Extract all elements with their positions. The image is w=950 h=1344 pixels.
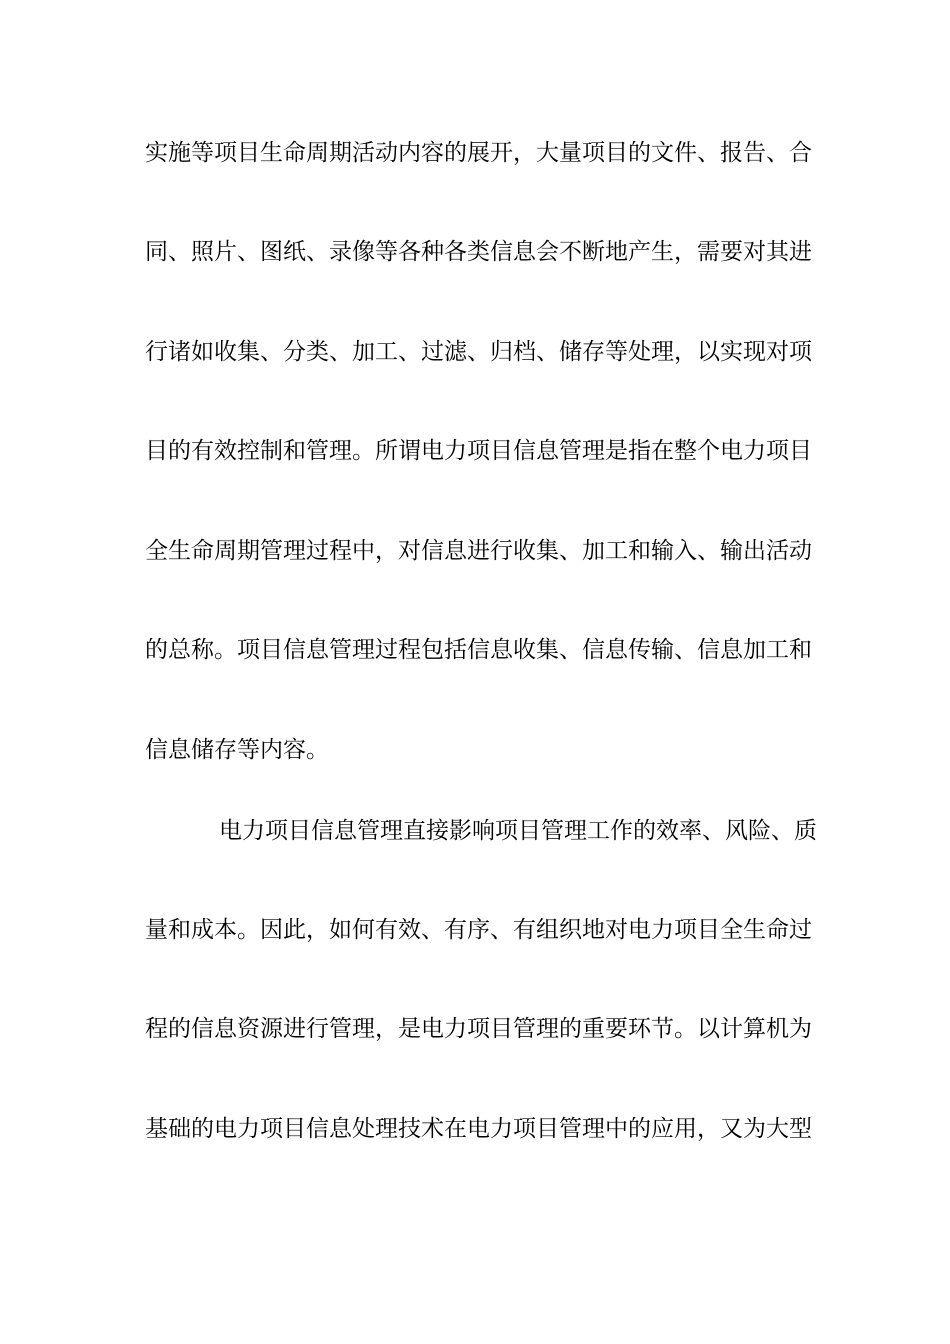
text-line: 基础的电力项目信息处理技术在电力项目管理中的应用，又为大型 <box>145 1116 812 1142</box>
text-line: 量和成本。因此，如何有效、有序、有组织地对电力项目全生命过 <box>145 917 812 943</box>
text-line: 实施等项目生命周期活动内容的展开，大量项目的文件、报告、合 <box>145 140 812 166</box>
text-line: 信息储存等内容。 <box>145 737 329 763</box>
text-line: 同、照片、图纸、录像等各种各类信息会不断地产生，需要对其进 <box>145 239 812 265</box>
text-line: 目的有效控制和管理。所谓电力项目信息管理是指在整个电力项目 <box>145 438 812 464</box>
text-line: 的总称。项目信息管理过程包括信息收集、信息传输、信息加工和 <box>145 637 812 663</box>
text-line: 行诸如收集、分类、加工、过滤、归档、储存等处理，以实现对项 <box>145 339 812 365</box>
text-line: 全生命周期管理过程中，对信息进行收集、加工和输入、输出活动 <box>145 538 812 564</box>
text-line: 程的信息资源进行管理，是电力项目管理的重要环节。以计算机为 <box>145 1016 812 1042</box>
paragraph-first-line: 电力项目信息管理直接影响项目管理工作的效率、风险、质 <box>219 818 817 844</box>
